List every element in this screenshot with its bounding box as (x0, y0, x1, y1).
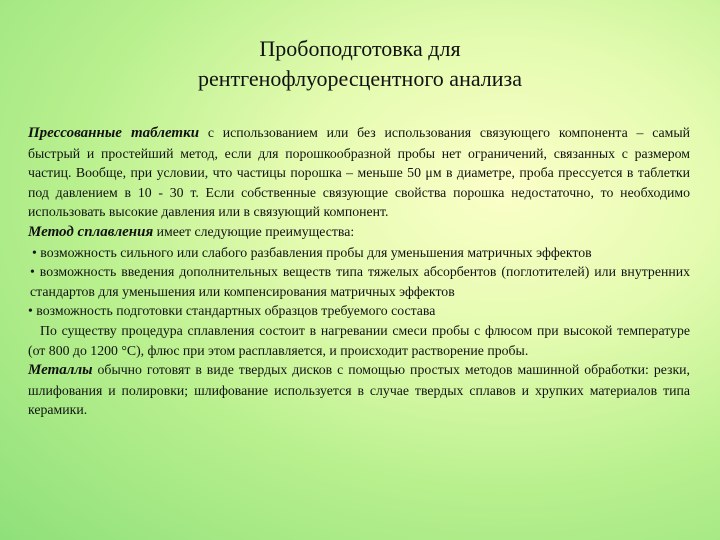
paragraph-fusion-method (28, 222, 690, 243)
title-line-1: Пробоподготовка для (259, 36, 461, 61)
metals-text: обычно готовят в виде твердых дисков с помощью простых методов машинной обработки: резки, шлифования и полировки; шлифование используется в случае твердых сплавов и хрупких материалов типа керамики. (28, 362, 690, 418)
pressed-tablets-heading: Прессованные таблетки (28, 125, 200, 141)
bullet-standards: • возможность подготовки стандартных образцов требуемого состава (28, 303, 436, 319)
fusion-method-heading: Метод сплавления (28, 223, 154, 240)
paragraph-fusion-procedure: По существу процедура сплавления состоит в нагревании смеси пробы с флюсом при высокой температуре (от 800 до 1200 °С), флюс при этом расплавляется, и происходит растворение пробы. (28, 322, 690, 358)
pressed-tablets-text: с использованием или без использования связующего компонента – самый быстрый и простейший метод, если для порошкообразной пробы нет ограничений, связанных с размером частиц. Вообще, при условии, что частицы порошка – меньше 50 μм в диаметре, проба прессуется в таблетки под давлением в 10 - 30 т. Если собственные связующие свойства порошка недостаточно, то необходимо использовать высокие давления или в связующий компонент. (28, 125, 690, 220)
bullet-additives: • возможность введения дополнительных веществ типа тяжелых абсорбентов (поглотителей) или внутренних стандартов для уменьшения или компенсирования матричных эффектов (30, 264, 690, 299)
bullet-dilution: • возможность сильного или слабого разбавления пробы для уменьшения матричных эффектов (32, 244, 592, 260)
metals-heading: Металлы (28, 362, 93, 379)
slide-title (0, 34, 720, 94)
paragraph-pressed-tablets (28, 123, 690, 222)
paragraph-metals (28, 360, 690, 420)
title-line-2: рентгенофлуоресцентного анализа (197, 66, 523, 91)
fusion-method-text: имеет следующие преимущества: (153, 223, 355, 239)
slide-body (28, 123, 690, 420)
